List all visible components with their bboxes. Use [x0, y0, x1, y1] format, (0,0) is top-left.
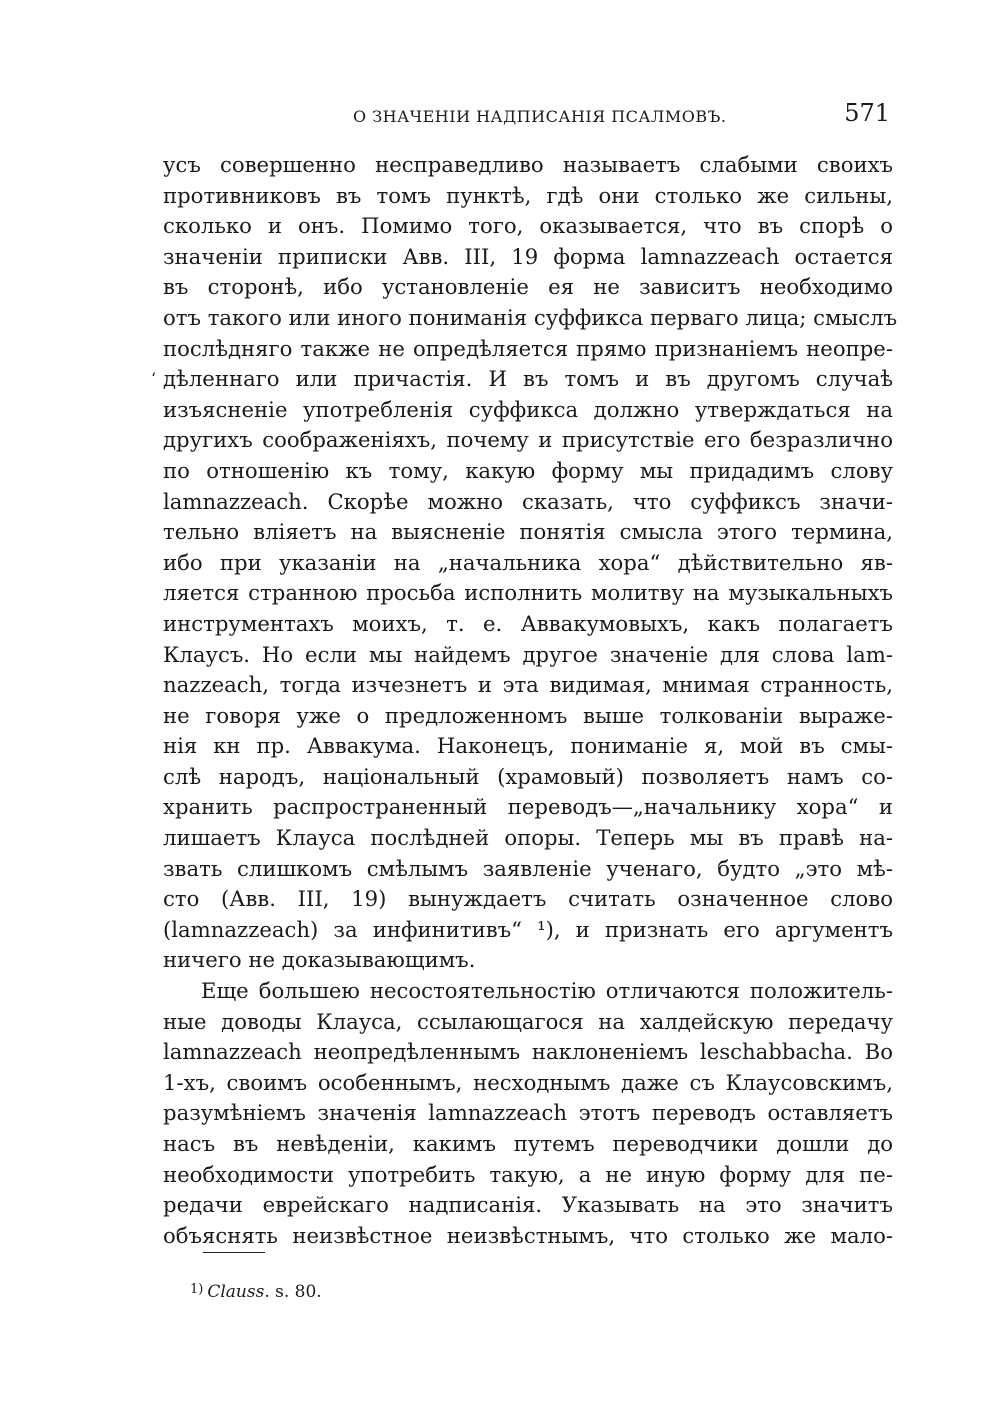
- footnote-rule: [203, 1252, 265, 1253]
- text-line: ляется странною просьба исполнить молитву на музыкальныхъ: [163, 580, 893, 606]
- text-line: инструментахъ моихъ, т. е. Аввакумовыхъ, какъ полагаетъ: [163, 610, 893, 636]
- text-line: необходимости употребить такую, а не иную форму для пе-: [163, 1161, 893, 1187]
- text-line: разумѣніемъ значенія lamnazzeach этотъ переводъ оставляетъ: [163, 1100, 893, 1126]
- footnote-text: . s. 80.: [264, 1282, 322, 1302]
- text-line: противниковъ въ томъ пунктѣ, гдѣ они столько же сильны,: [163, 182, 893, 208]
- text-line: нія кн пр. Аввакума. Наконецъ, пониманіе я, мой въ смы-: [163, 733, 893, 759]
- text-line: тельно вліяетъ на выясненіе понятія смысла этого термина,: [163, 519, 893, 545]
- text-line: значеніи приписки Авв. III, 19 форма lamnazzeach остается: [163, 243, 893, 269]
- page-header: [160, 97, 890, 137]
- text-line: lamnazzeach неопредѣленнымъ наклоненіемъ leschabbacha. Во: [163, 1039, 893, 1065]
- text-line: объяснять неизвѣстное неизвѣстнымъ, что столько же мало-: [163, 1222, 893, 1248]
- text-line: по отношенію къ тому, какую форму мы придадимъ слову: [163, 457, 893, 483]
- text-line: редачи еврейскаго надписанія. Указывать на это значитъ: [163, 1192, 893, 1218]
- text-line: ибо при указаніи на „начальника хора“ дѣйствительно яв-: [163, 549, 893, 575]
- text-line: не говоря уже о предложенномъ выше толкованіи выраже-: [163, 702, 893, 728]
- text-line: въ сторонѣ, ибо установленіе ея не зависитъ необходимо: [163, 274, 893, 300]
- text-line: слѣ народъ, національный (храмовый) позволяетъ намъ со-: [163, 763, 893, 789]
- text-line: ные доводы Клауса, ссылающагося на халдейскую передачу: [163, 1008, 893, 1034]
- text-line: сколько и онъ. Помимо того, оказывается, что въ спорѣ о: [163, 213, 893, 239]
- paragraph-end-line: ничего не доказывающимъ.: [163, 947, 476, 973]
- footnote-reference: Clauss: [207, 1282, 265, 1302]
- text-line: изъясненіе употребленія суффикса должно утверждаться на: [163, 396, 893, 422]
- text-line: (lamnazzeach) за инфинитивъ“ ¹), и признать его аргументъ: [163, 916, 893, 942]
- text-line: лишаетъ Клауса послѣдней опоры. Теперь мы въ правѣ на-: [163, 825, 893, 851]
- text-line: насъ въ невѣденіи, какимъ путемъ переводчики дошли до: [163, 1131, 893, 1156]
- text-line: звать слишкомъ смѣлымъ заявленіе ученаго, будто „это мѣ-: [163, 855, 893, 881]
- footnote: [190, 1282, 322, 1302]
- text-line: усъ совершенно несправедливо называетъ слабыми своихъ: [163, 152, 893, 177]
- running-head: О ЗНАЧЕНІИ НАДПИСАНІЯ ПСАЛМОВЪ.: [353, 107, 727, 126]
- text-line: Клаусъ. Но если мы найдемъ другое значеніе для слова lam-: [163, 641, 893, 667]
- text-line: 1-хъ, своимъ особеннымъ, несходнымъ даже съ Клаусовскимъ,: [163, 1069, 893, 1095]
- paragraph-first-line: Еще большею несостоятельностію отличаются положитель-: [201, 978, 893, 1004]
- text-line: сто (Авв. III, 19) вынуждаетъ считать означенное слово: [163, 886, 893, 912]
- footnote-number: 1): [190, 1282, 204, 1297]
- text-line: другихъ соображеніяхъ, почему и присутствіе его безразлично: [163, 427, 893, 453]
- text-line: lamnazzeach. Скорѣе можно сказать, что суффиксъ значи-: [163, 488, 893, 514]
- page-number: 571: [844, 99, 890, 127]
- text-line-content: дѣленнаго или причастія. И въ томъ и въ другомъ случаѣ: [163, 366, 893, 392]
- text-line: хранить распространенный переводъ—„начальнику хора“ и: [163, 794, 893, 820]
- text-line-marked: [151, 364, 893, 395]
- text-line: послѣдняго также не опредѣляется прямо признаніемъ неопре-: [163, 335, 893, 361]
- body-text: [151, 150, 898, 1251]
- margin-mark: ‘: [151, 369, 157, 389]
- text-line: отъ такого или иного пониманія суффикса перваго лица; смыслъ: [163, 304, 898, 330]
- text-line: nazzeach, тогда изчезнетъ и эта видимая, мнимая странность,: [163, 672, 893, 698]
